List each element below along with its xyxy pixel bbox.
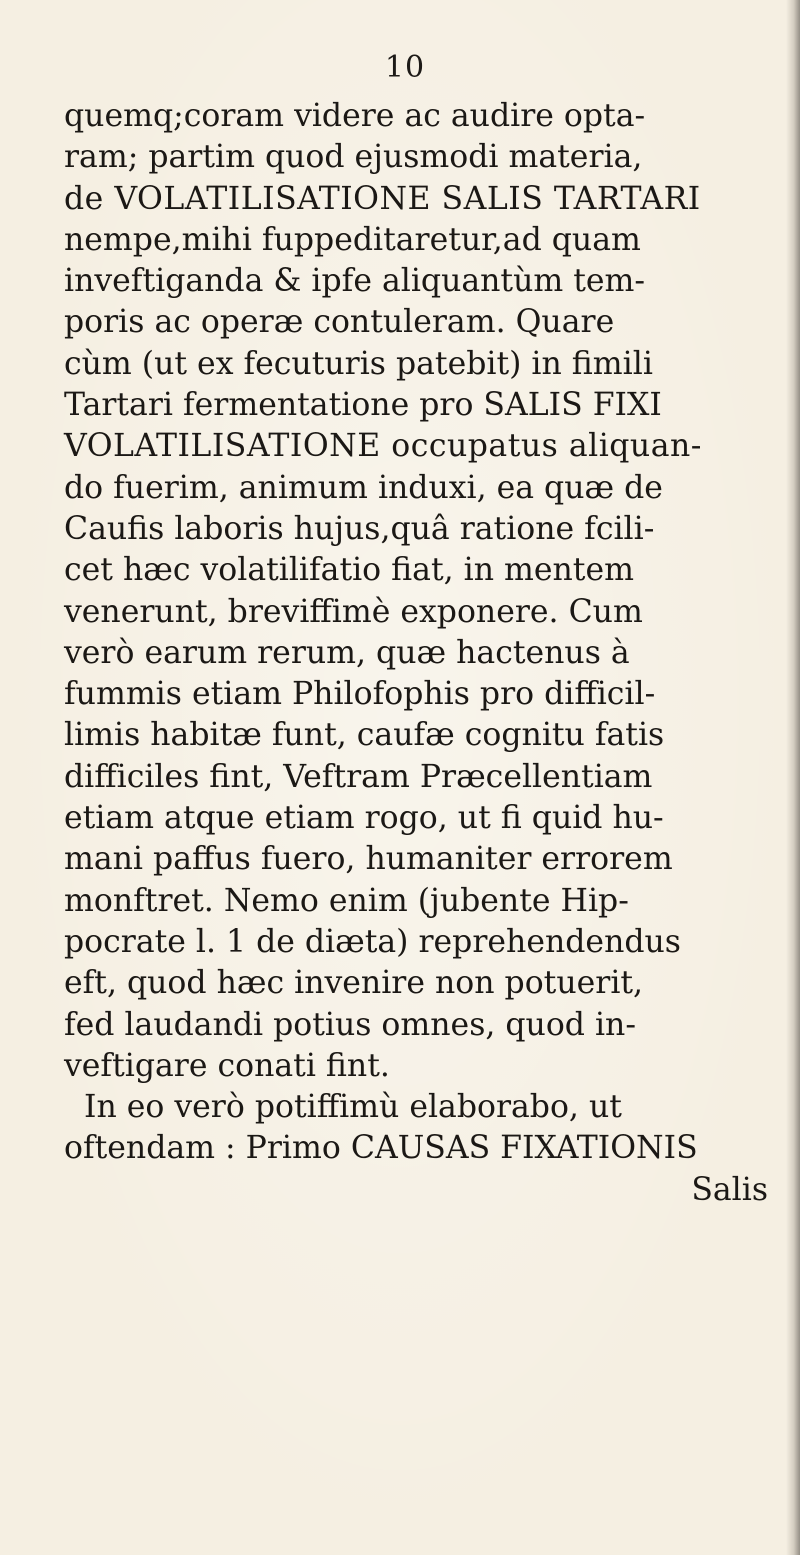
text-line: inveftiganda & ipfe aliquantùm tem- <box>64 263 646 300</box>
text-line: ram; partim quod ejusmodi materia, <box>64 139 643 176</box>
text-line: VOLATILISATIONE occupatus aliquan- <box>64 428 702 465</box>
text-line: veftigare conati fint. <box>64 1047 390 1084</box>
text-line: In eo verò potiffimù elaborabo, ut <box>84 1089 622 1126</box>
text-line: quemq;coram videre ac audire opta- <box>64 98 646 134</box>
text-line: de VOLATILISATIONE SALIS TARTARI <box>64 180 701 217</box>
text-line: monftret. Nemo enim (jubente Hip- <box>64 882 629 919</box>
text-line: cùm (ut ex fecuturis patebit) in fimili <box>64 345 653 382</box>
text-line: Caufis laboris hujus,quâ ratione fcili- <box>64 510 655 547</box>
text-line: cet hæc volatilifatio fiat, in mentem <box>64 552 634 589</box>
text-line: difficiles fint, Veftram Præcellentiam <box>64 758 653 795</box>
body-text <box>64 96 794 1211</box>
text-line: limis habitæ funt, caufæ cognitu fatis <box>64 717 665 754</box>
text-line: fed laudandi potius omnes, quod in- <box>64 1006 636 1043</box>
text-line: mani paffus fuero, humaniter errorem <box>64 841 673 878</box>
text-line: Tartari fermentatione pro SALIS FIXI <box>64 387 662 424</box>
text-line: verò earum rerum, quæ hactenus à <box>64 634 630 671</box>
text-line: oftendam : Primo CAUSAS FIXATIONIS <box>64 1130 698 1167</box>
text-line: pocrate l. 1 de diæta) reprehendendus <box>64 923 681 960</box>
text-line: venerunt, breviffimè exponere. Cum <box>64 593 643 630</box>
text-line: etiam atque etiam rogo, ut fi quid hu- <box>64 800 664 837</box>
catchword: Salis <box>691 1171 768 1208</box>
text-line: eft, quod hæc invenire non potuerit, <box>64 965 644 1002</box>
text-line: do fuerim, animum induxi, ea quæ de <box>64 469 663 506</box>
text-line: fummis etiam Philofophis pro difficil- <box>64 676 656 713</box>
text-line: nempe,mihi fuppeditaretur,ad quam <box>64 221 641 258</box>
page-number: 10 <box>384 50 426 85</box>
text-line: poris ac operæ contuleram. Quare <box>64 304 615 341</box>
